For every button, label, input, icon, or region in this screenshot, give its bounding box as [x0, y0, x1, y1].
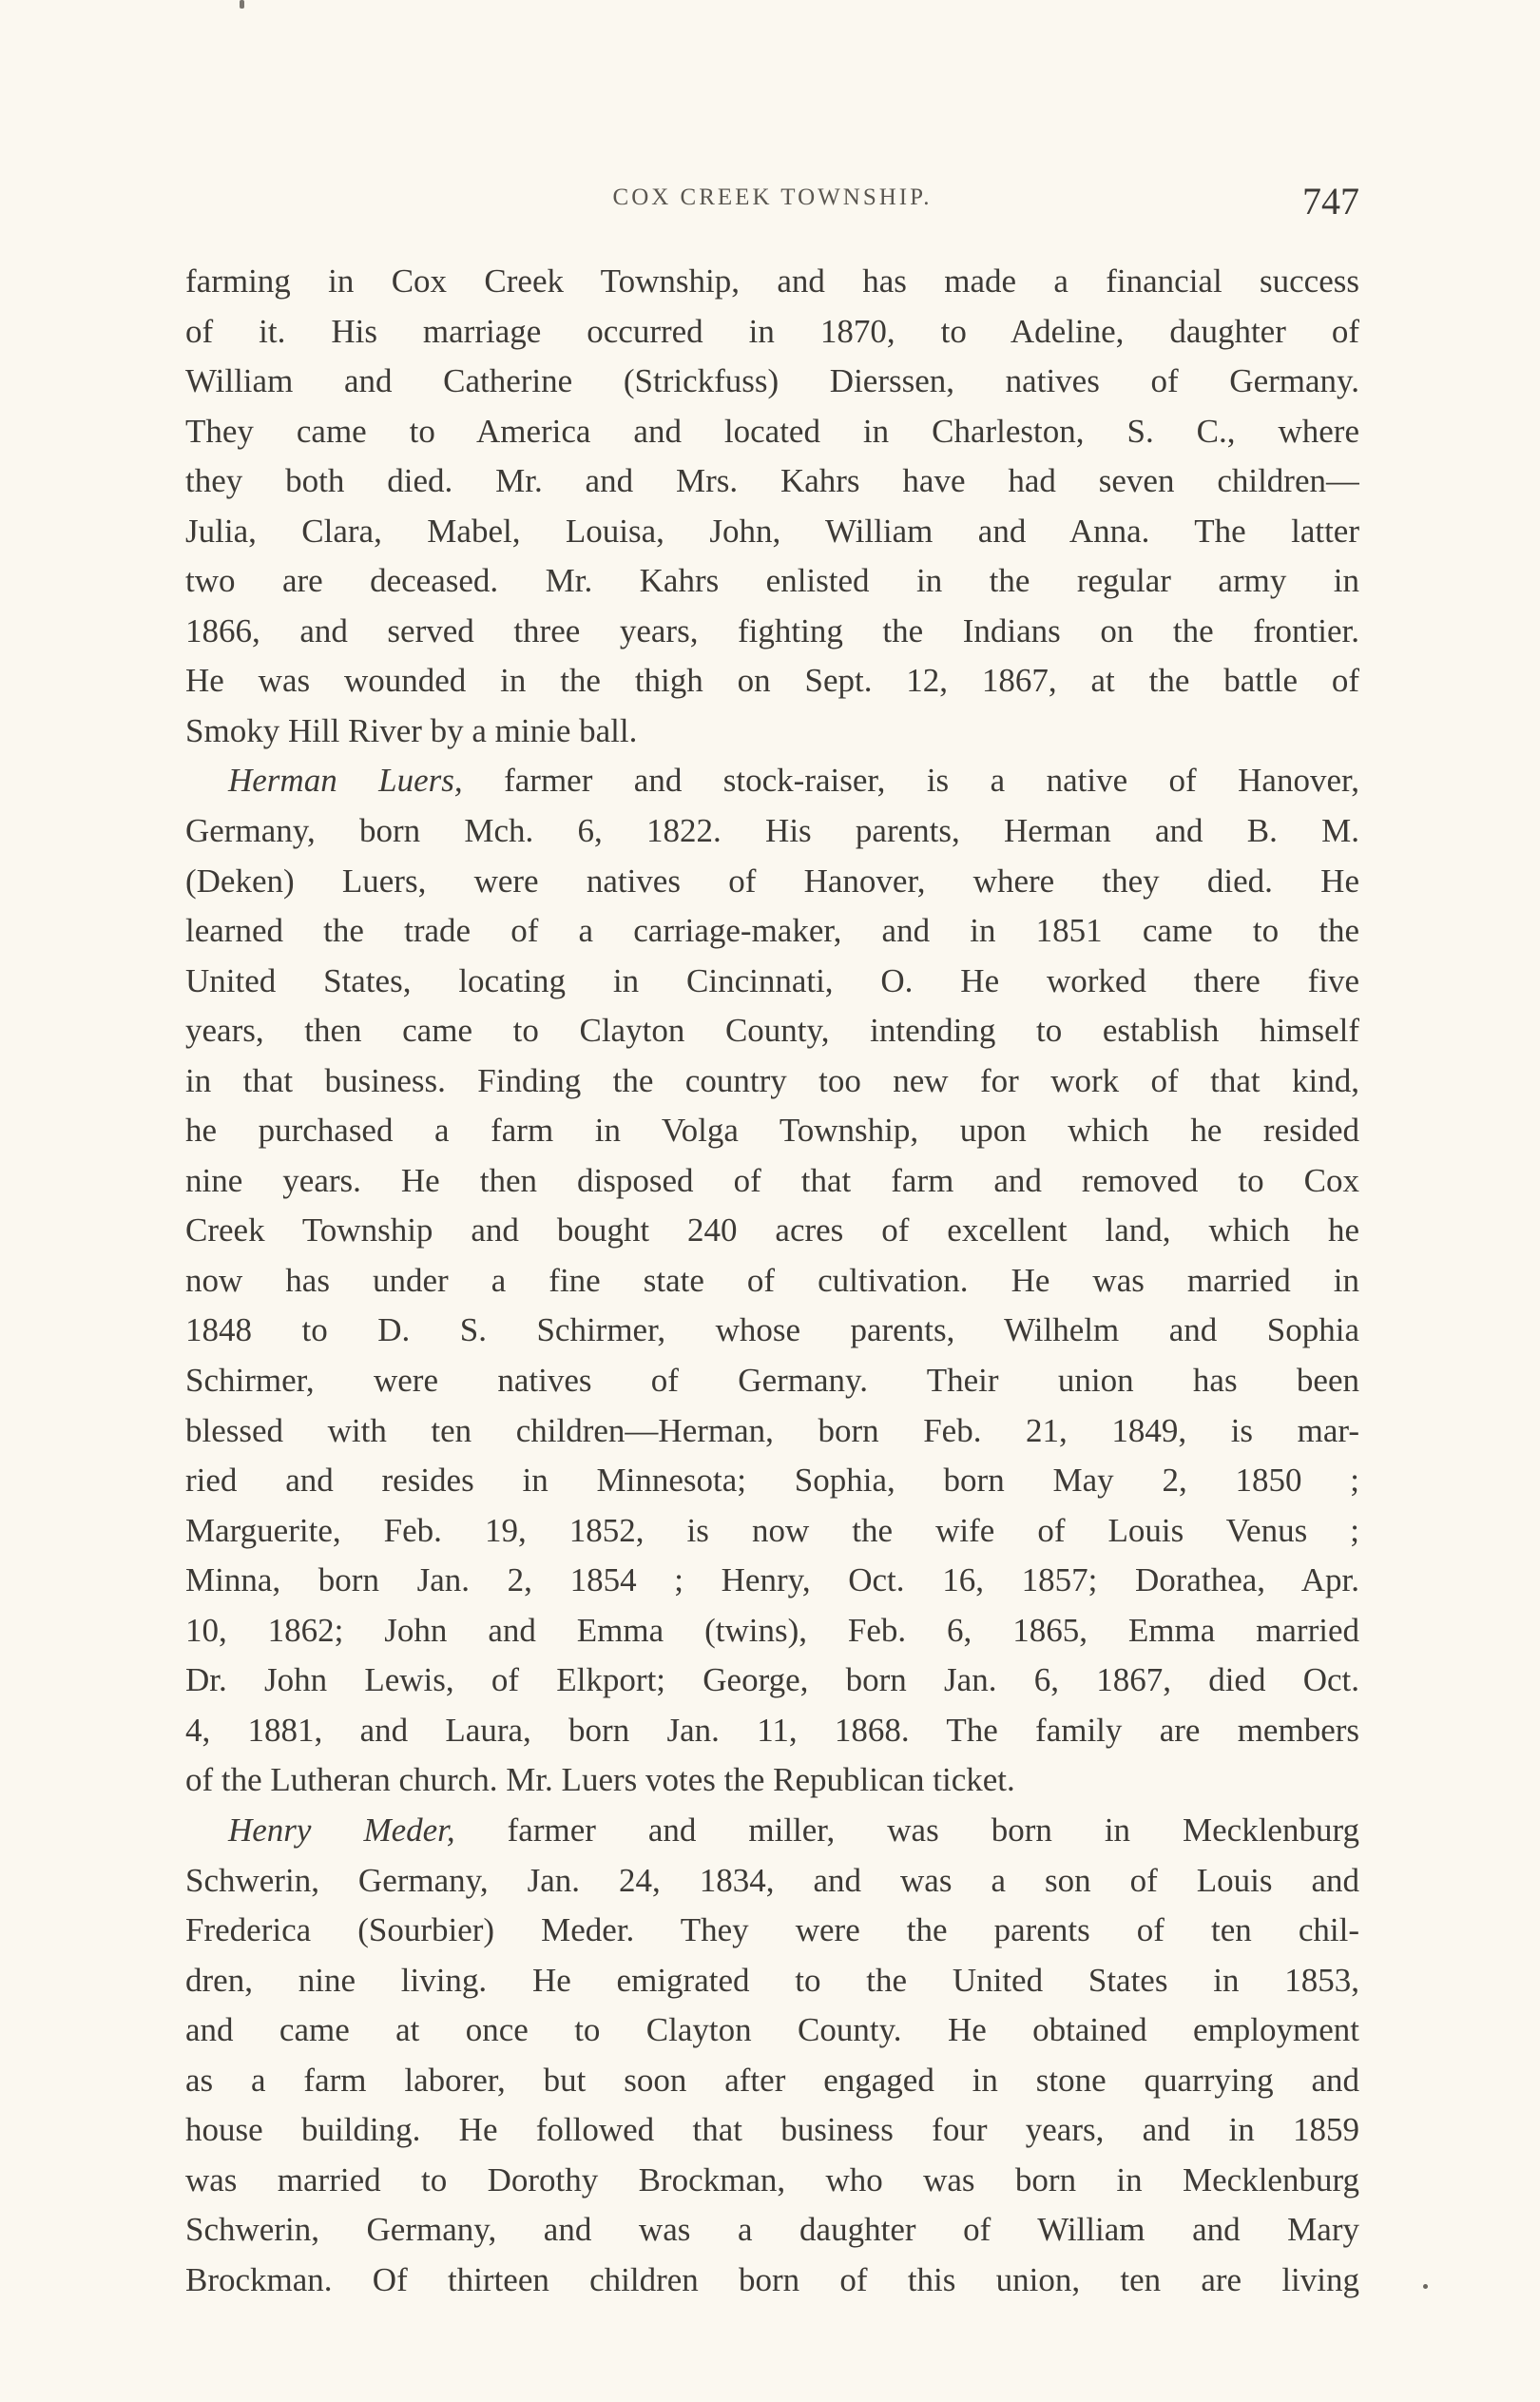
text-line — [185, 1356, 1359, 1406]
line-text: 1848 to D. S. Schirmer, whose parents, Wilhelm and Sophia — [185, 1311, 1359, 1349]
line-text: Minna, born Jan. 2, 1854 ; Henry, Oct. 16, 1857; Dorathea, Apr. — [185, 1561, 1359, 1599]
line-text: Germany, born Mch. 6, 1822. His parents, Herman and B. M. — [185, 812, 1359, 850]
line-text: they both died. Mr. and Mrs. Kahrs have had seven children— — [185, 462, 1359, 500]
text-line — [185, 2156, 1359, 2206]
text-line — [185, 957, 1359, 1007]
text-line — [185, 357, 1359, 407]
text-line — [185, 1856, 1359, 1907]
text-line — [185, 906, 1359, 957]
line-text: Schwerin, Germany, and was a daughter of William and Mary — [185, 2211, 1359, 2249]
line-text: he purchased a farm in Volga Township, upon which he resided — [185, 1112, 1359, 1150]
text-line — [185, 2005, 1359, 2056]
line-text: in that business. Finding the country too new for work of that kind, — [185, 1061, 1359, 1099]
page-number: 747 — [1302, 180, 1359, 223]
line-text: He was wounded in the thigh on Sept. 12, 1867, at the battle of — [185, 662, 1359, 700]
text-line — [185, 1206, 1359, 1256]
running-title: COX CREEK TOWNSHIP. — [612, 184, 933, 210]
line-text: farming in Cox Creek Township, and has made a financial success — [185, 262, 1359, 300]
text-line — [185, 707, 1359, 757]
text-line — [185, 1906, 1359, 1956]
line-text: They came to America and located in Charleston, S. C., where — [185, 412, 1359, 450]
text-line — [185, 2205, 1359, 2256]
line-text: Dr. John Lewis, of Elkport; George, born Jan. 6, 1867, died Oct. — [185, 1661, 1359, 1699]
text-line — [185, 1656, 1359, 1706]
text-line — [185, 756, 1359, 806]
text-line — [185, 2256, 1359, 2306]
text-line — [185, 2056, 1359, 2106]
line-text: Frederica (Sourbier) Meder. They were the parents of ten chil- — [185, 1911, 1359, 1949]
line-text: 10, 1862; John and Emma (twins), Feb. 6, 1865, Emma married — [185, 1611, 1359, 1649]
line-text: (Deken) Luers, were natives of Hanover, where they died. He — [185, 862, 1359, 900]
line-text: farmer and stock-raiser, is a native of Hanover, — [462, 762, 1359, 800]
line-text: 4, 1881, and Laura, born Jan. 11, 1868. The family are members — [185, 1711, 1359, 1749]
line-text: nine years. He then disposed of that farm and removed to Cox — [185, 1161, 1359, 1199]
line-text: blessed with ten children—Herman, born Feb. 21, 1849, is mar- — [185, 1411, 1359, 1449]
text-line — [185, 857, 1359, 907]
line-text: William and Catherine (Strickfuss) Dierssen, natives of Germany. — [185, 362, 1359, 400]
line-text: now has under a fine state of cultivation. He was married in — [185, 1261, 1359, 1299]
text-line — [185, 1606, 1359, 1656]
text-line — [185, 1406, 1359, 1457]
text-line — [185, 1806, 1359, 1856]
line-text: and came at once to Clayton County. He obtained employment — [185, 2011, 1359, 2049]
line-text: 1866, and served three years, fighting the Indians on the frontier. — [185, 611, 1359, 649]
line-text: as a farm laborer, but soon after engaged in stone quarrying and — [185, 2061, 1359, 2099]
text-line — [185, 1956, 1359, 2006]
text-line — [185, 1506, 1359, 1557]
text-line — [185, 456, 1359, 507]
text-line — [185, 607, 1359, 657]
line-text: dren, nine living. He emigrated to the United States in 1853, — [185, 1961, 1359, 1999]
line-text: of the Lutheran church. Mr. Luers votes the Republican ticket. — [185, 1761, 1015, 1799]
text-line — [185, 556, 1359, 607]
text-line — [185, 1755, 1359, 1806]
body-text — [185, 257, 1359, 2305]
line-text: of it. His marriage occurred in 1870, to Adeline, daughter of — [185, 312, 1359, 350]
line-text: ried and resides in Minnesota; Sophia, born May 2, 1850 ; — [185, 1462, 1359, 1500]
text-line — [185, 307, 1359, 358]
line-text: two are deceased. Mr. Kahrs enlisted in the regular army in — [185, 562, 1359, 600]
line-text: United States, locating in Cincinnati, O. He worked there five — [185, 961, 1359, 999]
line-text: Schirmer, were natives of Germany. Their union has been — [185, 1362, 1359, 1400]
line-text: Marguerite, Feb. 19, 1852, is now the wife of Louis Venus ; — [185, 1511, 1359, 1549]
running-header — [185, 179, 1359, 226]
text-line — [185, 806, 1359, 857]
line-text: Schwerin, Germany, Jan. 24, 1834, and was a son of Louis and — [185, 1861, 1359, 1899]
line-text: Brockman. Of thirteen children born of this union, ten are living — [185, 2260, 1359, 2298]
line-text: Julia, Clara, Mabel, Louisa, John, William and Anna. The latter — [185, 512, 1359, 550]
text-line — [185, 1556, 1359, 1606]
text-line — [185, 2105, 1359, 2156]
text-line — [185, 1106, 1359, 1156]
text-line — [185, 1006, 1359, 1056]
margin-mark — [1423, 2284, 1428, 2289]
text-line — [185, 656, 1359, 707]
line-text: learned the trade of a carriage-maker, and in 1851 came to the — [185, 912, 1359, 950]
text-line — [185, 1456, 1359, 1506]
text-line — [185, 407, 1359, 457]
text-line — [185, 1056, 1359, 1107]
person-name: Henry Meder, — [228, 1811, 455, 1849]
line-text: years, then came to Clayton County, intending to establish himself — [185, 1012, 1359, 1050]
text-line — [185, 1156, 1359, 1207]
person-name: Herman Luers, — [228, 762, 463, 800]
print-speck — [240, 0, 244, 9]
text-line — [185, 507, 1359, 557]
text-line — [185, 1306, 1359, 1356]
text-line — [185, 1256, 1359, 1307]
line-text: Smoky Hill River by a minie ball. — [185, 711, 638, 749]
line-text: farmer and miller, was born in Mecklenburg — [454, 1811, 1359, 1849]
line-text: house building. He followed that business four years, and in 1859 — [185, 2111, 1359, 2149]
line-text: Creek Township and bought 240 acres of excellent land, which he — [185, 1211, 1359, 1249]
text-line — [185, 257, 1359, 307]
text-line — [185, 1706, 1359, 1756]
line-text: was married to Dorothy Brockman, who was born in Mecklenburg — [185, 2160, 1359, 2199]
